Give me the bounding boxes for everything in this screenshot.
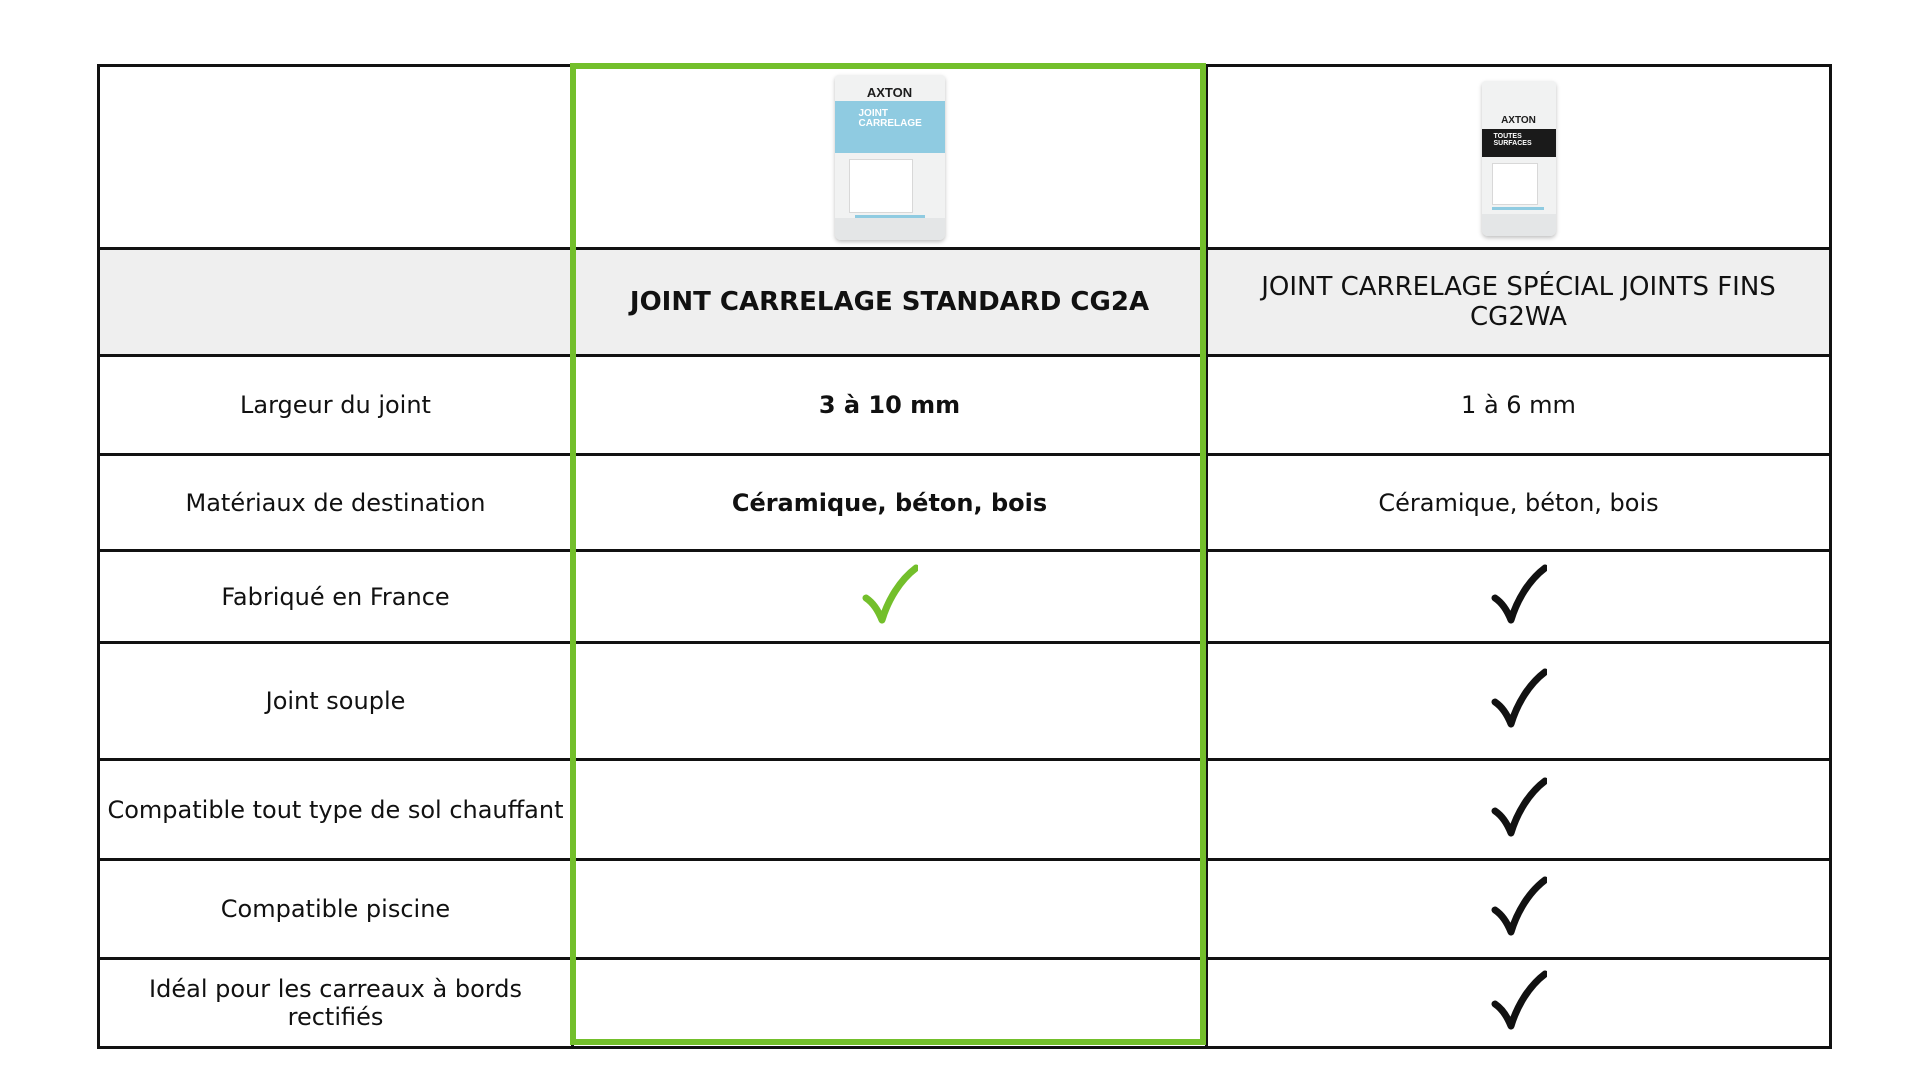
row-joint-souple — [99, 643, 1831, 760]
bag-label-text: JOINT CARRELAGE — [858, 107, 922, 129]
row-materiaux — [99, 455, 1831, 551]
check-cell — [1207, 959, 1831, 1048]
checkmark-icon — [1491, 564, 1547, 624]
product-bag-image-standard — [835, 75, 945, 240]
bag-footer — [835, 218, 945, 240]
bag-brand-logo: AXTON — [1501, 114, 1536, 126]
row-fabrique-france — [99, 551, 1831, 643]
check-cell — [1207, 551, 1831, 643]
row-label: Compatible tout type de sol chauffant — [99, 760, 573, 860]
checkmark-icon — [1491, 668, 1547, 728]
row-label: Compatible piscine — [99, 860, 573, 959]
check-cell — [573, 551, 1207, 643]
checkmark-icon — [1491, 970, 1547, 1030]
row-label: Joint souple — [99, 643, 573, 760]
bag-label-text: TOUTES SURFACES — [1493, 132, 1532, 147]
product-image-row — [99, 66, 1831, 249]
bag-brand-logo: AXTON — [866, 84, 913, 100]
check-cell — [573, 643, 1207, 760]
row-label: Largeur du joint — [99, 356, 573, 455]
row-bords-rectifies — [99, 959, 1831, 1048]
checkmark-icon — [862, 564, 918, 624]
comparison-table — [97, 64, 1832, 1046]
row-sol-chauffant — [99, 760, 1831, 860]
check-cell — [1207, 860, 1831, 959]
row-piscine — [99, 860, 1831, 959]
row-largeur — [99, 356, 1831, 455]
row-label: Fabriqué en France — [99, 551, 573, 643]
value-cell: Céramique, béton, bois — [1207, 455, 1831, 551]
product-image-cell-2 — [1207, 66, 1831, 249]
empty-corner-cell — [99, 66, 573, 249]
value-cell: 3 à 10 mm — [573, 356, 1207, 455]
product-name-standard: JOINT CARRELAGE STANDARD CG2A — [573, 249, 1207, 356]
empty-header-cell — [99, 249, 573, 356]
check-cell — [573, 760, 1207, 860]
value-cell: 1 à 6 mm — [1207, 356, 1831, 455]
product-name-row — [99, 249, 1831, 356]
check-cell — [1207, 760, 1831, 860]
check-cell — [1207, 643, 1831, 760]
row-label: Idéal pour les carreaux à bords rectifiés — [99, 959, 573, 1048]
product-name-joints-fins: JOINT CARRELAGE SPÉCIAL JOINTS FINS CG2WA — [1207, 249, 1831, 356]
bag-stripe — [1492, 207, 1544, 210]
checkmark-icon — [1491, 777, 1547, 837]
product-bag-image-joints-fins — [1482, 81, 1556, 236]
product-image-cell-1 — [573, 66, 1207, 249]
bag-info-panel — [1492, 163, 1538, 205]
check-cell — [573, 860, 1207, 959]
row-label: Matériaux de destination — [99, 455, 573, 551]
bag-info-panel — [849, 159, 913, 213]
check-cell — [573, 959, 1207, 1048]
checkmark-icon — [1491, 876, 1547, 936]
value-cell: Céramique, béton, bois — [573, 455, 1207, 551]
bag-footer — [1482, 214, 1556, 236]
